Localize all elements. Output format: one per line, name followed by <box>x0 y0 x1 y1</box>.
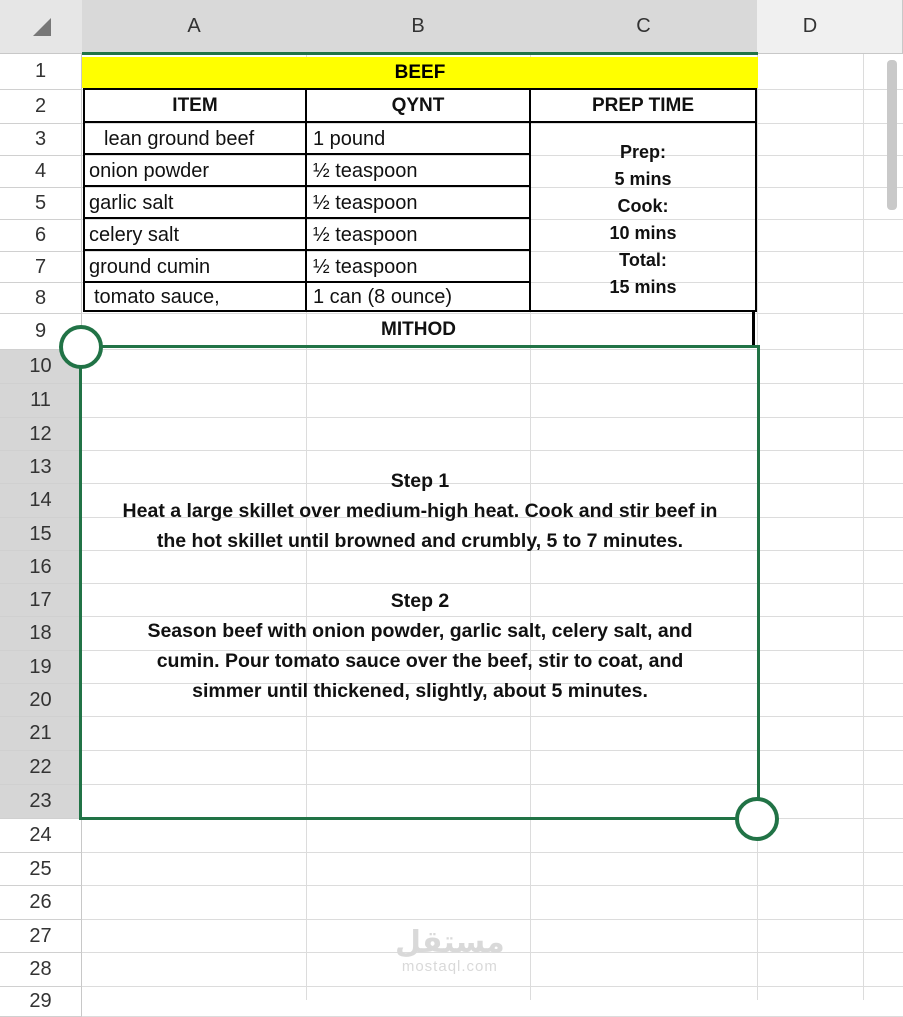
item-text: ground cumin <box>89 255 211 278</box>
selection-top-edge <box>82 52 758 55</box>
row-header-16[interactable] <box>0 551 82 584</box>
row-header-5[interactable] <box>0 188 82 220</box>
header-item-text: ITEM <box>172 94 218 116</box>
step1-line: the hot skillet until browned and crumbly, 5 to 7 minutes. <box>156 530 684 552</box>
row-header-19[interactable] <box>0 651 82 684</box>
row-header-15[interactable] <box>0 518 82 551</box>
item-text: garlic salt <box>89 191 174 214</box>
qty-cell[interactable] <box>313 220 527 250</box>
row-header-20[interactable] <box>0 684 82 717</box>
method-heading[interactable] <box>85 313 752 346</box>
method-heading-text: MITHOD <box>381 318 456 340</box>
row-header-21[interactable] <box>0 717 82 751</box>
grid-row-line <box>82 885 903 886</box>
row-label: 6 <box>34 224 47 246</box>
row-header-11[interactable] <box>0 384 82 418</box>
row-label: 5 <box>34 192 47 214</box>
row-label: 23 <box>29 790 52 812</box>
item-text: lean ground beef <box>104 127 255 150</box>
row-label: 14 <box>29 489 52 511</box>
row-header-14[interactable] <box>0 484 82 518</box>
grid-row-line <box>82 919 903 920</box>
column-header-c[interactable] <box>530 0 758 54</box>
column-header-b[interactable] <box>306 0 531 54</box>
grid-column-line <box>863 54 864 1000</box>
column-header-a[interactable] <box>82 0 307 54</box>
row-label: 21 <box>29 722 52 744</box>
step2-line: cumin. Pour tomato sauce over the beef, stir to coat, and <box>156 650 684 672</box>
watermark-arabic: مستقل <box>395 926 505 959</box>
row-label: 3 <box>34 128 47 150</box>
prep-label: Prep: <box>619 142 666 162</box>
table-border <box>83 121 757 123</box>
step2-title: Step 2 <box>390 590 450 612</box>
item-text: celery salt <box>89 223 180 246</box>
header-item[interactable] <box>85 90 305 121</box>
header-prep-time[interactable] <box>531 90 755 121</box>
total-value: 15 mins <box>609 277 677 297</box>
title-text: BEEF <box>394 61 446 83</box>
row-label: 29 <box>29 990 52 1012</box>
column-label: B <box>411 15 425 37</box>
title-banner[interactable] <box>82 57 758 88</box>
row-header-24[interactable] <box>0 819 82 853</box>
row-label: 9 <box>34 320 47 342</box>
row-header-8[interactable] <box>0 283 82 314</box>
row-header-27[interactable] <box>0 920 82 953</box>
step2-line: simmer until thickened, slightly, about 5 minutes. <box>192 680 648 702</box>
row-label: 2 <box>34 95 47 117</box>
cook-value: 10 mins <box>609 223 677 243</box>
item-cell[interactable] <box>89 252 303 282</box>
row-header-25[interactable] <box>0 853 82 886</box>
column-label: C <box>636 15 651 37</box>
step1-title: Step 1 <box>390 470 450 492</box>
row-label: 22 <box>29 756 52 778</box>
qty-cell[interactable] <box>313 188 527 218</box>
column-header-d[interactable] <box>757 0 864 54</box>
row-label: 8 <box>34 286 47 309</box>
selection-handle-bottom-right[interactable] <box>735 797 779 841</box>
row-label: 27 <box>29 924 52 947</box>
item-cell[interactable] <box>89 220 303 250</box>
table-border <box>83 88 85 311</box>
row-label: 19 <box>29 655 52 678</box>
column-label: A <box>187 15 201 37</box>
row-label: 12 <box>29 422 52 445</box>
row-label: 16 <box>29 555 52 578</box>
item-text: tomato sauce, <box>94 285 220 308</box>
item-cell[interactable] <box>89 188 303 218</box>
column-header-e[interactable] <box>863 0 903 54</box>
row-label: 28 <box>29 958 52 980</box>
header-qynt[interactable] <box>307 90 529 121</box>
watermark-latin: mostaql.com <box>401 958 498 975</box>
grid-row-line <box>82 852 903 853</box>
row-header-26[interactable] <box>0 886 82 920</box>
qty-cell[interactable] <box>313 156 527 186</box>
qty-cell[interactable] <box>313 252 527 282</box>
item-cell[interactable] <box>94 283 303 311</box>
row-label: 26 <box>29 891 52 913</box>
qty-text: ½ teaspoon <box>313 223 418 246</box>
qty-cell[interactable] <box>313 283 527 311</box>
row-header-12[interactable] <box>0 418 82 451</box>
row-header-18[interactable] <box>0 617 82 651</box>
row-header-29[interactable] <box>0 987 82 1017</box>
row-label: 4 <box>34 160 47 182</box>
row-label: 1 <box>34 60 47 82</box>
row-label: 25 <box>29 857 52 880</box>
row-header-7[interactable] <box>0 252 82 283</box>
item-text: onion powder <box>89 159 210 182</box>
step1-line: Heat a large skillet over medium-high heat. Cook and stir beef in <box>122 500 718 522</box>
row-label: 7 <box>34 255 47 278</box>
qty-text: 1 pound <box>313 127 386 150</box>
method-selection-box[interactable] <box>79 345 760 820</box>
select-all-triangle-icon <box>33 18 51 36</box>
watermark <box>395 928 505 975</box>
grid-row-line <box>82 986 903 987</box>
qty-text: ½ teaspoon <box>313 159 418 182</box>
row-header-6[interactable] <box>0 220 82 252</box>
header-prep-time-text: PREP TIME <box>591 94 695 116</box>
qty-cell[interactable] <box>313 124 527 154</box>
step2-line: Season beef with onion powder, garlic salt, celery salt, and <box>147 620 693 642</box>
row-label: 24 <box>29 824 52 846</box>
row-header-23[interactable] <box>0 785 82 819</box>
table-border <box>305 88 307 311</box>
prep-value: 5 mins <box>614 169 672 189</box>
row-label: 11 <box>30 389 51 411</box>
row-label: 17 <box>29 588 52 611</box>
row-header-22[interactable] <box>0 751 82 785</box>
prep-time-cell[interactable] <box>531 139 755 301</box>
row-header-1[interactable] <box>0 54 82 90</box>
total-label: Total: <box>619 250 667 270</box>
row-label: 15 <box>29 522 52 545</box>
vertical-scrollbar-thumb[interactable] <box>887 60 897 210</box>
header-qynt-text: QYNT <box>391 94 445 116</box>
qty-text: ½ teaspoon <box>313 255 418 278</box>
selection-handle-top-left[interactable] <box>59 325 103 369</box>
row-label: 18 <box>29 622 52 644</box>
row-header-3[interactable] <box>0 124 82 156</box>
item-cell[interactable] <box>104 124 304 154</box>
qty-text: 1 can (8 ounce) <box>313 285 452 308</box>
column-label: D <box>802 15 818 37</box>
row-label: 20 <box>29 688 52 711</box>
qty-text: ½ teaspoon <box>313 191 418 214</box>
table-border <box>755 88 757 311</box>
row-header-17[interactable] <box>0 584 82 617</box>
table-border <box>752 311 755 347</box>
cook-label: Cook: <box>617 196 669 216</box>
select-all-corner[interactable] <box>0 0 83 54</box>
row-label: 13 <box>29 455 52 478</box>
row-header-13[interactable] <box>0 451 82 484</box>
row-label: 10 <box>29 355 52 377</box>
row-header-4[interactable] <box>0 156 82 188</box>
row-header-28[interactable] <box>0 953 82 987</box>
item-cell[interactable] <box>89 156 303 186</box>
row-header-2[interactable] <box>0 90 82 124</box>
